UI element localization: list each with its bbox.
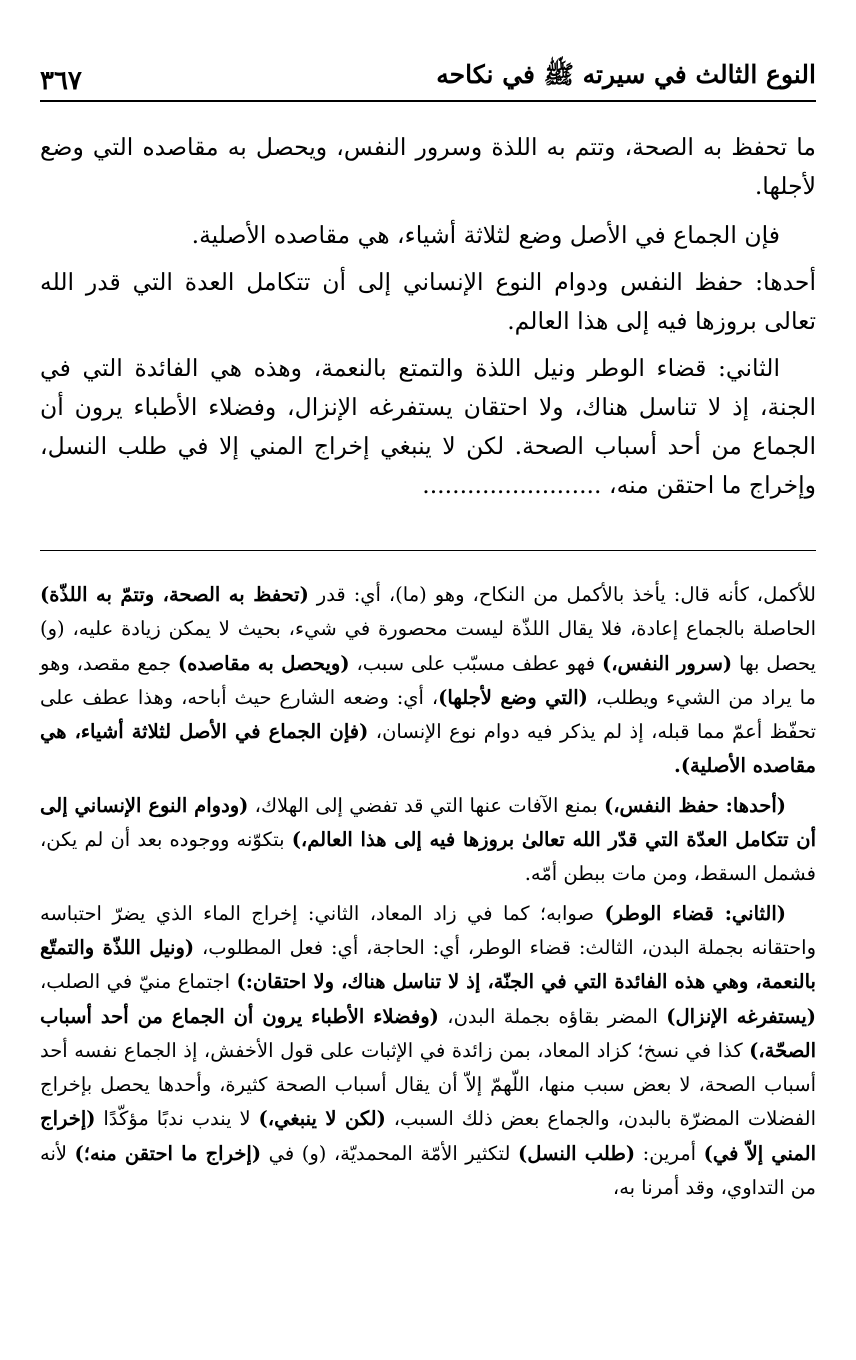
main-paragraph: [40, 349, 816, 505]
chapter-title: النوع الثالث في سيرته ﷺ في نكاحه: [436, 60, 816, 89]
commentary-paragraph: [40, 897, 816, 1206]
commentary-paragraph: [40, 578, 816, 784]
commentary-text-run: لتكثير الأمّة المحمديّة، (و) في: [261, 1141, 518, 1165]
commentary-quote-bold: (طلب النسل): [517, 1141, 636, 1165]
commentary-quote-bold: (ويحصل به مقاصده): [177, 651, 350, 675]
commentary-text-run: للأكمل، كأنه قال: يأخذ بالأكمل من النكاح، وهو (ما)، أي: قدر: [308, 583, 816, 606]
commentary-quote-bold: (إخراج ما احتقن منه؛): [74, 1141, 262, 1165]
commentary-text-run: جمع مقصد، وهو ما يراد من الشيء ويطلب،: [40, 651, 817, 709]
commentary-text-run: المضر بقاؤه بجملة البدن،: [438, 1004, 667, 1028]
commentary-quote-bold: (إخراج المني إلاّ في): [40, 1107, 817, 1165]
commentary-text-run: الحاصلة بالجماع إعادة، فلا يقال اللذّة ليست محصورة في شيء، بحيث لا يمكن زيادة عليه، (و) يحصل بها: [40, 617, 816, 675]
commentary-text-run: ، أي: وضعه الشارع حيث أباحه، وهذا عطف على تحفّظ أعمّ مما قبله، إذ لم يذكر فيه دوام نوع الإنسان،: [40, 685, 816, 744]
commentary-text-run: فهو عطف مسبّب على سبب،: [349, 651, 603, 675]
commentary-quote-bold: (أحدها: حفظ النفس،): [603, 793, 787, 817]
main-paragraph: ما تحفظ به الصحة، وتتم به اللذة وسرور النفس، ويحصل به مقاصده التي وضع لأجلها.: [40, 133, 816, 200]
commentary-quote-bold: (ونيل اللذّة والتمتّع بالنعمة، وهي هذه الفائدة التي في الجنّة، إذ لا تناسل هناك، ولا احتقان:): [40, 935, 816, 994]
commentary-quote-bold: (الثاني: قضاء الوطر): [604, 901, 786, 925]
main-paragraph: فإن الجماع في الأصل وضع لثلاثة أشياء، هي مقاصده الأصلية.: [191, 221, 780, 249]
running-header: [40, 52, 816, 102]
page-number: ٣٦٧: [40, 66, 82, 96]
commentary-text-run: لأنه من التداوي، وقد أمرنا به،: [40, 1141, 816, 1200]
commentary-text: [40, 578, 816, 1210]
commentary-quote-bold: (التي وضع لأجلها): [438, 685, 588, 709]
commentary-quote-bold: (تحفظ به الصحة، وتتمّ به اللذّة): [40, 583, 309, 606]
commentary-text-run: أمرين:: [635, 1141, 704, 1165]
commentary-quote-bold: (وفضلاء الأطباء يرون أن الجماع من أحد أسباب الصحّة،): [40, 1004, 816, 1062]
commentary-text-run: بتكوّنه ووجوده بعد أن لم يكن، فشمل السقط، ومن مات ببطن أمّه.: [40, 828, 816, 886]
commentary-text-run: كذا في نسخ؛ كزاد المعاد، بمن زائدة في الإثبات على قول الأخفش، إذ الجماع نفسه أحد أسباب الصحة، لا بعض سبب منها، اللّهمّ إلاّ أن يقال أسباب الصحة كثيرة، وأحدها يحصل بإخراج الفضلات المضرّة بالبدن، والجماع بعض ذلك السبب،: [40, 1038, 816, 1131]
commentary-text-run: لا يندب ندبًا مؤكّدًا: [95, 1107, 259, 1131]
footnote-divider: [40, 550, 816, 551]
commentary-quote-bold: (لكن لا ينبغي،): [258, 1107, 386, 1131]
main-paragraph: أحدها: حفظ النفس ودوام النوع الإنساني إلى أن تتكامل العدة التي قدر الله تعالى بروزها فيه إلى هذا العالم.: [40, 268, 816, 335]
ellipsis-dots: ........................: [422, 471, 602, 499]
main-text: [40, 128, 816, 513]
commentary-text-run: اجتماع منيّ في الصلب،: [40, 970, 237, 994]
commentary-quote-bold: (سرور النفس،): [602, 651, 733, 675]
commentary-quote-bold: (فإن الجماع في الأصل لثلاثة أشياء، هي مقاصده الأصلية).: [40, 720, 816, 778]
main-paragraph-text: الثاني: قضاء الوطر ونيل اللذة والتمتع بالنعمة، وهذه هي الفائدة التي في الجنة، إذ لا تناسل هناك، ولا احتقان يستفرغه الإنزال، وفضلاء الأطباء يرون أن الجماع من أحد أسباب الصحة. لكن لا ينبغي إخراج المني إلا في طلب النسل، وإخراج ما احتقن منه،: [40, 354, 816, 499]
commentary-quote-bold: (يستفرغه الإنزال): [666, 1004, 816, 1028]
commentary-text-run: صوابه؛ كما في زاد المعاد، الثاني: إخراج الماء الذي يضرّ احتباسه واحتقانه بجملة البدن، الثالث: قضاء الوطر، أي: الحاجة، أي: فعل المطلوب،: [40, 901, 817, 959]
commentary-paragraph: [40, 789, 816, 892]
commentary-quote-bold: (ودوام النوع الإنساني إلى أن تتكامل العدّة التي قدّر الله تعالىٰ بروزها فيه إلى هذا العالم،): [40, 793, 816, 852]
commentary-text-run: بمنع الآفات عنها التي قد تفضي إلى الهلاك،: [248, 793, 604, 817]
